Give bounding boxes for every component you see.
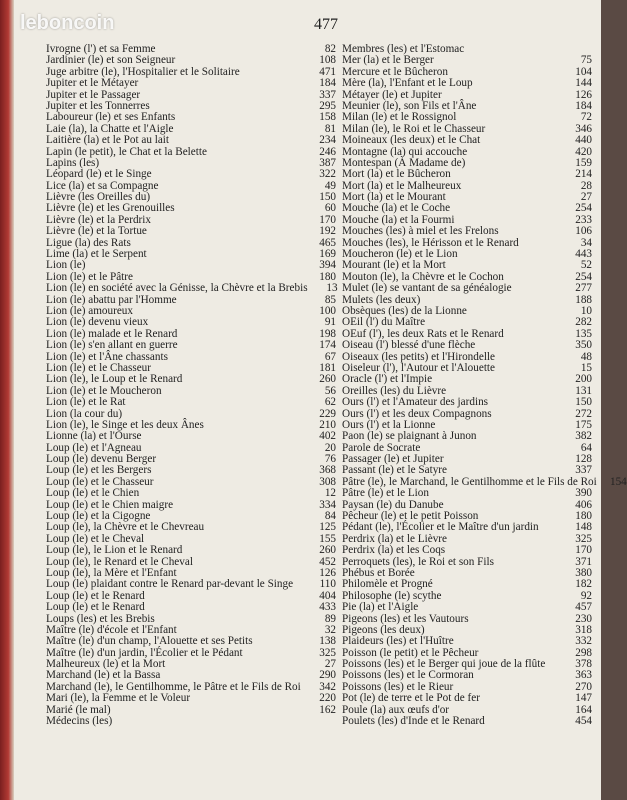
entry-page-number: 188: [575, 293, 592, 306]
entry-page-number: 378: [575, 658, 592, 671]
entry-title: Mouche (la) et la Fourmi: [342, 213, 455, 226]
entry-page-number: 387: [319, 156, 336, 169]
entry-title: Léopard (le) et le Singe: [46, 168, 152, 181]
index-column-right: [342, 43, 627, 728]
entry-page-number: 147: [575, 692, 592, 705]
entry-title: Lièvre (le) et les Grenouilles: [46, 202, 175, 215]
entry-page-number: 471: [319, 65, 336, 78]
entry-page-number: 394: [319, 259, 336, 272]
entry-title: Loup (le) et le Renard: [46, 589, 145, 602]
entry-title: Poissons (les) et le Cormoran: [342, 669, 474, 682]
entry-page-number: 144: [575, 77, 592, 90]
entry-page-number: 337: [575, 464, 592, 477]
index-entry: [342, 431, 592, 442]
index-entry: [46, 135, 336, 146]
entry-page-number: 72: [580, 111, 592, 124]
entry-title: Paysan (le) du Danube: [342, 498, 444, 511]
entry-title: Meunier (le), son Fils et l'Âne: [342, 99, 477, 112]
entry-title: Médecins (les): [46, 715, 113, 728]
entry-page-number: 457: [575, 601, 592, 614]
entry-title: Lion (le) s'en allant en guerre: [46, 339, 178, 352]
index-entry: [342, 545, 592, 556]
index-entry: [46, 226, 336, 237]
entry-title: Passager (le) et Jupiter: [342, 453, 444, 466]
index-entry: [46, 636, 336, 647]
entry-title: Mort (la) et le Malheureux: [342, 179, 462, 192]
index-entry: [46, 340, 336, 351]
entry-title: Loup (le) et la Cigogne: [46, 510, 151, 523]
entry-page-number: 34: [580, 236, 592, 249]
entry-page-number: 382: [575, 430, 592, 443]
entry-page-number: 440: [575, 134, 592, 147]
entry-title: Lion (le) malade et le Renard: [46, 327, 178, 340]
entry-title: Pédant (le), l'Écolier et le Maître d'un jardin: [342, 521, 539, 534]
entry-page-number: 28: [580, 179, 592, 192]
entry-title: Marchand (le), le Gentilhomme, le Pâtre et le Fils de Roi: [46, 680, 301, 693]
entry-title: Poissons (les) et le Berger qui joue de la flûte: [342, 658, 546, 671]
entry-title: Pot (le) de terre et le Pot de fer: [342, 692, 480, 705]
entry-page-number: 234: [319, 134, 336, 147]
entry-page-number: 91: [324, 316, 336, 329]
index-entry: [46, 78, 336, 89]
index-entry: [342, 488, 592, 499]
entry-page-number: 169: [319, 248, 336, 261]
entry-title: Moucheron (le) et le Lion: [342, 248, 458, 261]
entry-title: Mari (le), la Femme et le Voleur: [46, 692, 191, 705]
entry-page-number: 325: [575, 532, 592, 545]
entry-page-number: 390: [575, 487, 592, 500]
entry-title: Pie (la) et l'Aigle: [342, 601, 419, 614]
entry-page-number: 170: [319, 213, 336, 226]
entry-title: Milan (le) et le Rossignol: [342, 111, 457, 124]
entry-page-number: 154: [609, 475, 627, 488]
entry-title: Mer (la) et le Berger: [342, 54, 434, 67]
entry-title: Laitière (la) et le Pot au lait: [46, 134, 170, 147]
index-entry: [46, 397, 336, 408]
entry-page-number: 272: [575, 407, 592, 420]
entry-title: Parole de Socrate: [342, 441, 421, 454]
entry-title: Lion (le) et le Chasseur: [46, 361, 152, 374]
entry-page-number: 368: [319, 464, 336, 477]
entry-page-number: 92: [580, 589, 592, 602]
entry-page-number: 67: [324, 350, 336, 363]
index-entry: [46, 283, 336, 294]
entry-title: Jupiter et le Métayer: [46, 77, 139, 90]
index-entry: [342, 397, 592, 408]
entry-page-number: 220: [319, 692, 336, 705]
entry-title: Oiseaux (les petits) et l'Hirondelle: [342, 350, 496, 363]
entry-page-number: 32: [324, 623, 336, 636]
entry-page-number: 290: [319, 669, 336, 682]
entry-title: Jupiter et le Passager: [46, 88, 141, 101]
entry-title: Ours (l') et la Lionne: [342, 418, 436, 431]
entry-title: Montespan (À Madame de): [342, 156, 466, 169]
entry-title: Oiseau (l') blessé d'une flèche: [342, 339, 476, 352]
entry-page-number: 180: [319, 270, 336, 283]
entry-page-number: 76: [324, 453, 336, 466]
entry-page-number: 13: [326, 282, 338, 295]
entry-title: Montagne (la) qui accouche: [342, 145, 468, 158]
entry-title: Loup (le) plaidant contre le Renard par-devant le Singe: [46, 578, 294, 591]
entry-title: Mourant (le) et la Mort: [342, 259, 446, 272]
index-entry: [342, 636, 592, 647]
entry-page-number: 363: [575, 669, 592, 682]
entry-page-number: 295: [319, 99, 336, 112]
entry-page-number: 131: [575, 384, 592, 397]
entry-page-number: 89: [324, 612, 336, 625]
entry-page-number: 48: [580, 350, 592, 363]
entry-title: Lapin (le petit), le Chat et la Belette: [46, 145, 207, 158]
entry-title: Loup (le) et les Bergers: [46, 464, 152, 477]
entry-title: Lion (le), le Loup et le Renard: [46, 373, 183, 386]
entry-page-number: 110: [319, 578, 336, 591]
index-entry: [46, 545, 336, 556]
entry-title: Lime (la) et le Serpent: [46, 248, 147, 261]
entry-title: Loup (le) et le Cheval: [46, 532, 145, 545]
entry-page-number: 246: [319, 145, 336, 158]
entry-title: Oracle (l') et l'Impie: [342, 373, 433, 386]
entry-title: Lièvre (le) et la Perdrix: [46, 213, 151, 226]
entry-title: Oreilles (les) du Lièvre: [342, 384, 447, 397]
entry-page-number: 106: [575, 225, 592, 238]
entry-page-number: 27: [580, 191, 592, 204]
index-entry: [342, 135, 592, 146]
entry-page-number: 148: [575, 521, 592, 534]
entry-page-number: 318: [575, 623, 592, 636]
entry-page-number: 182: [575, 578, 592, 591]
entry-title: Philomèle et Progné: [342, 578, 433, 591]
entry-title: Loups (les) et les Brebis: [46, 612, 155, 625]
entry-title: Lion (le) devenu vieux: [46, 316, 149, 329]
entry-page-number: 180: [575, 510, 592, 523]
entry-page-number: 298: [575, 646, 592, 659]
entry-title: Lion (le) et le Pâtre: [46, 270, 133, 283]
index-column-left: [46, 44, 336, 727]
entry-page-number: 104: [575, 65, 592, 78]
entry-title: Phébus et Borée: [342, 566, 415, 579]
entry-page-number: 371: [575, 555, 592, 568]
entry-page-number: 20: [324, 441, 336, 454]
entry-page-number: 155: [319, 532, 336, 545]
entry-page-number: 260: [319, 373, 336, 386]
entry-page-number: 210: [319, 418, 336, 431]
entry-title: Lion (le) abattu par l'Homme: [46, 293, 177, 306]
entry-title: Jupiter et les Tonnerres: [46, 99, 150, 112]
index-entry: [46, 249, 336, 260]
entry-title: Lion (le) et le Moucheron: [46, 384, 162, 397]
index-entry: [46, 374, 336, 385]
entry-page-number: 332: [575, 635, 592, 648]
entry-title: Loup (le), le Lion et le Renard: [46, 544, 183, 557]
entry-title: Lion (le), le Singe et les deux Ânes: [46, 418, 204, 431]
entry-title: OEuf (l'), les deux Rats et le Renard: [342, 327, 504, 340]
book-page: [14, 0, 627, 800]
entry-title: Lièvre (les Oreilles du): [46, 191, 151, 204]
entry-title: Mulets (les deux): [342, 293, 421, 306]
entry-page-number: 126: [319, 566, 336, 579]
entry-title: Perdrix (la) et le Lièvre: [342, 532, 447, 545]
entry-page-number: 12: [324, 487, 336, 500]
book-cover-edge: [0, 0, 14, 800]
entry-title: Lion (le): [46, 259, 86, 272]
entry-page-number: 158: [319, 111, 336, 124]
entry-page-number: [306, 716, 336, 727]
entry-title: Lion (la cour du): [46, 407, 123, 420]
entry-page-number: 52: [580, 259, 592, 272]
entry-title: Oiseleur (l'), l'Autour et l'Alouette: [342, 361, 495, 374]
entry-page-number: 350: [575, 339, 592, 352]
entry-page-number: 334: [319, 498, 336, 511]
entry-page-number: 465: [319, 236, 336, 249]
index-entry: [342, 226, 592, 237]
entry-title: Passant (le) et le Satyre: [342, 464, 448, 477]
entry-title: Membres (les) et l'Estomac: [342, 43, 465, 55]
entry-title: Métayer (le) et Jupiter: [342, 88, 442, 101]
entry-title: Perroquets (les), le Roi et son Fils: [342, 555, 494, 568]
entry-title: Ours (l') et les deux Compagnons: [342, 407, 492, 420]
entry-title: Loup (le) et le Renard: [46, 601, 145, 614]
entry-page-number: 184: [575, 99, 592, 112]
entry-title: Lionne (la) et l'Ourse: [46, 430, 142, 443]
index-entry: [342, 602, 592, 613]
index-entry: [342, 169, 592, 180]
entry-title: Pigeons (les deux): [342, 623, 425, 636]
entry-title: Laboureur (le) et ses Enfants: [46, 111, 176, 124]
entry-page-number: 108: [319, 54, 336, 67]
entry-title: Obsèques (les) de la Lionne: [342, 304, 467, 317]
index-entry: [342, 78, 592, 89]
entry-page-number: 443: [575, 248, 592, 261]
entry-title: Ours (l') et l'Amateur des jardins: [342, 396, 489, 409]
entry-page-number: 81: [324, 122, 336, 135]
entry-title: Pêcheur (le) et le petit Poisson: [342, 510, 479, 523]
entry-page-number: 175: [575, 418, 592, 431]
entry-page-number: 174: [319, 339, 336, 352]
entry-page-number: 322: [319, 168, 336, 181]
entry-page-number: 164: [575, 703, 592, 716]
entry-title: Loup (le) devenu Berger: [46, 453, 157, 466]
entry-page-number: 454: [575, 715, 592, 728]
entry-title: Loup (le), le Renard et le Cheval: [46, 555, 193, 568]
watermark-logo: leboncoin: [20, 12, 115, 34]
entry-page-number: 181: [319, 361, 336, 374]
index-entry: [342, 340, 592, 351]
index-entry: [342, 283, 592, 294]
entry-title: Poulets (les) d'Inde et le Renard: [342, 715, 485, 728]
entry-page-number: 346: [575, 122, 592, 135]
index-entry: [46, 693, 336, 704]
index-entry: [342, 374, 592, 385]
entry-title: Pigeons (les) et les Vautours: [342, 612, 469, 625]
entry-title: Maître (le) d'école et l'Enfant: [46, 623, 177, 636]
entry-page-number: 100: [319, 304, 336, 317]
entry-title: Moineaux (les deux) et le Chat: [342, 134, 481, 147]
entry-page-number: 214: [575, 168, 592, 181]
entry-page-number: 200: [575, 373, 592, 386]
entry-title: Loup (le) et le Chasseur: [46, 475, 154, 488]
entry-page-number: 420: [575, 145, 592, 158]
entry-page-number: 404: [319, 589, 336, 602]
entry-page-number: 342: [319, 680, 336, 693]
entry-title: Mort (la) et le Bûcheron: [342, 168, 451, 181]
index-entry: [46, 431, 336, 442]
entry-title: Lion (le) et le Rat: [46, 396, 126, 409]
index-entry: [342, 693, 592, 704]
entry-title: Mercure et le Bûcheron: [342, 65, 448, 78]
entry-title: Poissons (les) et le Rieur: [342, 680, 454, 693]
entry-title: Loup (le) et l'Agneau: [46, 441, 142, 454]
entry-page-number: 64: [580, 441, 592, 454]
entry-title: Poisson (le petit) et le Pêcheur: [342, 646, 479, 659]
entry-page-number: 337: [319, 88, 336, 101]
entry-page-number: 170: [575, 544, 592, 557]
entry-title: Ligue (la) des Rats: [46, 236, 131, 249]
entry-page-number: 282: [575, 316, 592, 329]
entry-page-number: 184: [319, 77, 336, 90]
entry-page-number: 135: [575, 327, 592, 340]
entry-title: Maître (le) d'un champ, l'Alouette et ses Petits: [46, 635, 253, 648]
entry-title: Marié (le mal): [46, 703, 111, 716]
entry-page-number: 270: [575, 680, 592, 693]
entry-page-number: 433: [319, 601, 336, 614]
index-entry: [46, 488, 336, 499]
entry-page-number: 84: [324, 510, 336, 523]
entry-page-number: 277: [575, 282, 592, 295]
entry-title: Mère (la), l'Enfant et le Loup: [342, 77, 473, 90]
entry-title: Maître (le) d'un jardin, l'Écolier et le Pédant: [46, 646, 243, 659]
entry-title: OEil (l') du Maître: [342, 316, 426, 329]
entry-title: Milan (le), le Roi et le Chasseur: [342, 122, 486, 135]
entry-page-number: 10: [580, 304, 592, 317]
entry-title: Mouche (la) et le Coche: [342, 202, 451, 215]
entry-page-number: 15: [580, 361, 592, 374]
entry-title: Pâtre (le), le Marchand, le Gentilhomme et le Fils de Roi: [342, 475, 597, 488]
entry-page-number: 125: [319, 521, 336, 534]
entry-title: Poule (la) aux œufs d'or: [342, 703, 450, 716]
entry-page-number: 406: [575, 498, 592, 511]
entry-title: Lice (la) et sa Compagne: [46, 179, 159, 192]
entry-title: Jardinier (le) et son Seigneur: [46, 54, 176, 67]
entry-page-number: 229: [319, 407, 336, 420]
entry-title: Loup (le) et le Chien maigre: [46, 498, 174, 511]
entry-title: Lion (le) et l'Âne chassants: [46, 350, 168, 363]
page-number: 477: [314, 16, 338, 33]
entry-title: Loup (le), la Chèvre et le Chevreau: [46, 521, 205, 534]
entry-title: Lion (le) en société avec la Génisse, la Chèvre et la Brebis: [46, 282, 308, 295]
entry-page-number: 159: [575, 156, 592, 169]
entry-title: Malheureux (le) et la Mort: [46, 658, 166, 671]
entry-title: Mulet (le) se vantant de sa généalogie: [342, 282, 512, 295]
entry-page-number: 85: [324, 293, 336, 306]
entry-page-number: 150: [575, 396, 592, 409]
entry-title: Mouches (les) à miel et les Frelons: [342, 225, 499, 238]
entry-page-number: 230: [575, 612, 592, 625]
entry-page-number: 126: [575, 88, 592, 101]
entry-title: Paon (le) se plaignant à Junon: [342, 430, 477, 443]
entry-page-number: 192: [319, 225, 336, 238]
entry-title: Pâtre (le) et le Lion: [342, 487, 429, 500]
entry-title: Lion (le) amoureux: [46, 304, 133, 317]
entry-page-number: 75: [580, 54, 592, 67]
entry-page-number: 49: [324, 179, 336, 192]
entry-title: Lièvre (le) et la Tortue: [46, 225, 147, 238]
entry-title: Juge arbitre (le), l'Hospitalier et le Solitaire: [46, 65, 240, 78]
index-entry: [342, 716, 592, 727]
entry-page-number: 452: [319, 555, 336, 568]
entry-page-number: 82: [324, 43, 336, 55]
entry-page-number: 27: [324, 658, 336, 671]
entry-page-number: 56: [324, 384, 336, 397]
entry-page-number: 325: [319, 646, 336, 659]
entry-title: Mouches (les), le Hérisson et le Renard: [342, 236, 519, 249]
index-entry: [46, 602, 336, 613]
entry-page-number: 260: [319, 544, 336, 557]
entry-page-number: 138: [319, 635, 336, 648]
entry-page-number: 254: [575, 270, 592, 283]
entry-page-number: 150: [319, 191, 336, 204]
entry-title: Mouton (le), la Chèvre et le Cochon: [342, 270, 504, 283]
entry-page-number: 402: [319, 430, 336, 443]
entry-page-number: 198: [319, 327, 336, 340]
entry-title: Mort (la) et le Mourant: [342, 191, 446, 204]
entry-page-number: 380: [575, 566, 592, 579]
entry-page-number: 128: [575, 453, 592, 466]
entry-title: Loup (le) et le Chien: [46, 487, 140, 500]
entry-title: Perdrix (la) et les Coqs: [342, 544, 446, 557]
entry-page-number: 62: [324, 396, 336, 409]
entry-title: Laie (la), la Chatte et l'Aigle: [46, 122, 174, 135]
index-entry: [46, 169, 336, 180]
index-entry: [46, 716, 336, 727]
entry-title: Ivrogne (l') et sa Femme: [46, 43, 156, 55]
entry-title: Loup (le), la Mère et l'Enfant: [46, 566, 177, 579]
entry-page-number: 308: [319, 475, 336, 488]
entry-title: Marchand (le) et la Bassa: [46, 669, 161, 682]
entry-page-number: 254: [575, 202, 592, 215]
entry-title: Philosophe (le) scythe: [342, 589, 442, 602]
entry-title: Lapins (les): [46, 156, 100, 169]
entry-page-number: 60: [324, 202, 336, 215]
entry-page-number: 233: [575, 213, 592, 226]
entry-title: Plaideurs (les) et l'Huître: [342, 635, 454, 648]
entry-page-number: 162: [319, 703, 336, 716]
